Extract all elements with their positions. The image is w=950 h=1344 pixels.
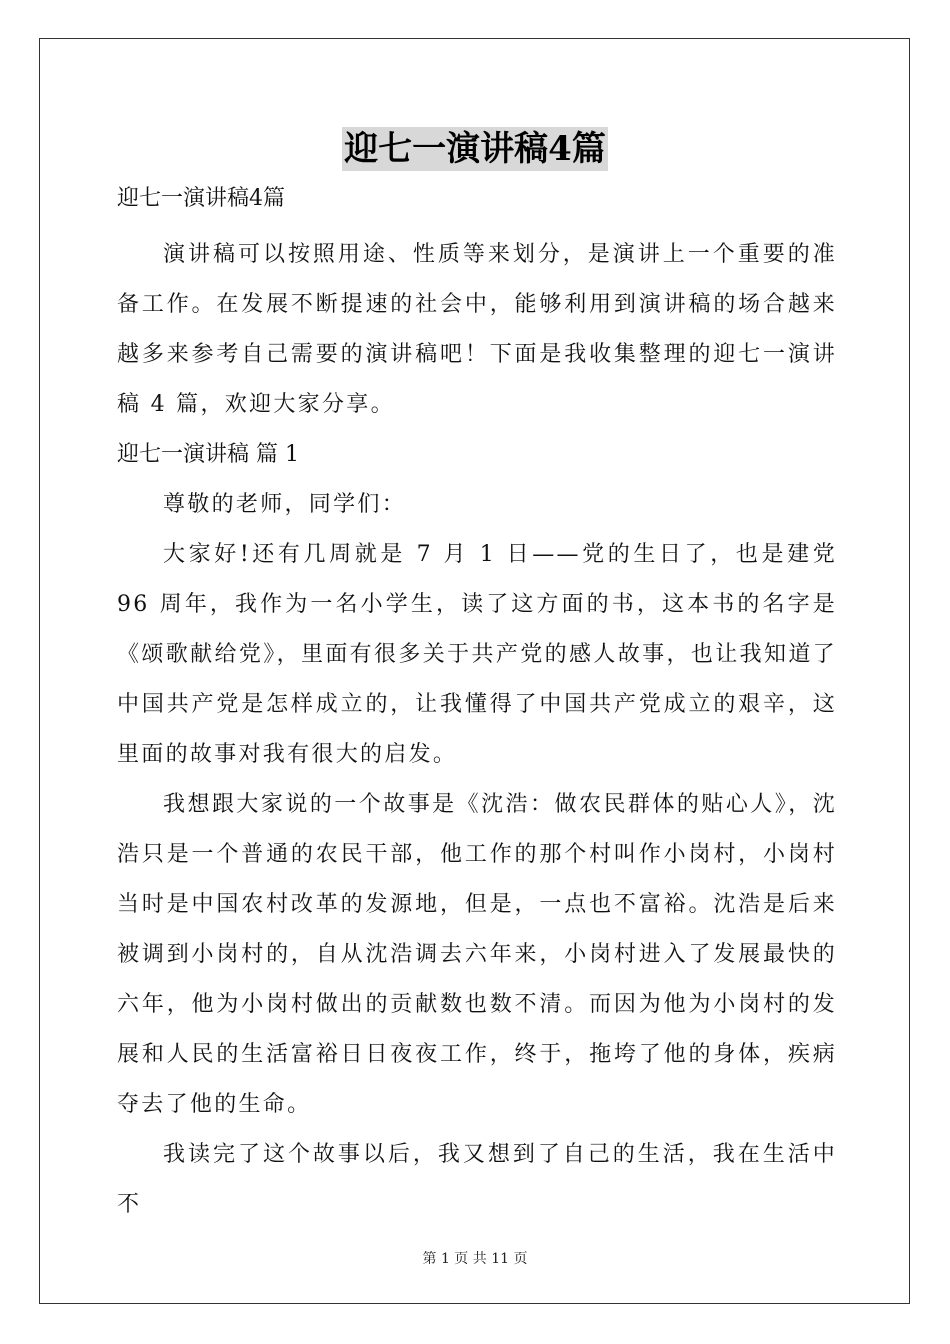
body-paragraph-2: 我想跟大家说的一个故事是《沈浩：做农民群体的贴心人》，沈浩只是一个普通的农民干部，他工作的那个村叫作小岗村，小岗村当时是中国农村改革的发源地，但是，一点也不富裕。沈浩是后来被调到小岗村的，自从沈浩调去六年来，小岗村进入了发展最快的六年，他为小岗村做出的贡献数也数不清。而因为他为小岗村的发展和人民的生活富裕日日夜夜工作，终于，拖垮了他的身体，疾病夺去了他的生命。 [117, 792, 837, 1117]
section-heading: 迎七一演讲稿 篇 1 [117, 442, 299, 467]
title-wrap [0, 127, 950, 171]
greeting-paragraph: 尊敬的老师，同学们： [163, 492, 407, 517]
body-paragraph-3: 我读完了这个故事以后，我又想到了自己的生活，我在生活中不 [117, 1142, 837, 1217]
body-paragraph-1: 大家好!还有几周就是 7 月 1 日——党的生日了，也是建党 96 周年，我作为一名小学生，读了这方面的书，这本书的名字是《颂歌献给党》，里面有很多关于共产党的感人故事，也让我知道了中国共产党是怎样成立的，让我懂得了中国共产党成立的艰辛，这里面的故事对我有很大的启发。 [117, 542, 837, 767]
document-subtitle: 迎七一演讲稿4篇 [117, 186, 285, 211]
document-title: 迎七一演讲稿4篇 [344, 129, 606, 169]
page-footer: 第 1 页 共 11 页 [422, 1251, 528, 1267]
document-body [117, 180, 837, 1230]
intro-paragraph: 演讲稿可以按照用途、性质等来划分，是演讲上一个重要的准备工作。在发展不断提速的社会中，能够利用到演讲稿的场合越来越多来参考自己需要的演讲稿吧！下面是我收集整理的迎七一演讲稿 4 篇，欢迎大家分享。 [117, 242, 837, 417]
